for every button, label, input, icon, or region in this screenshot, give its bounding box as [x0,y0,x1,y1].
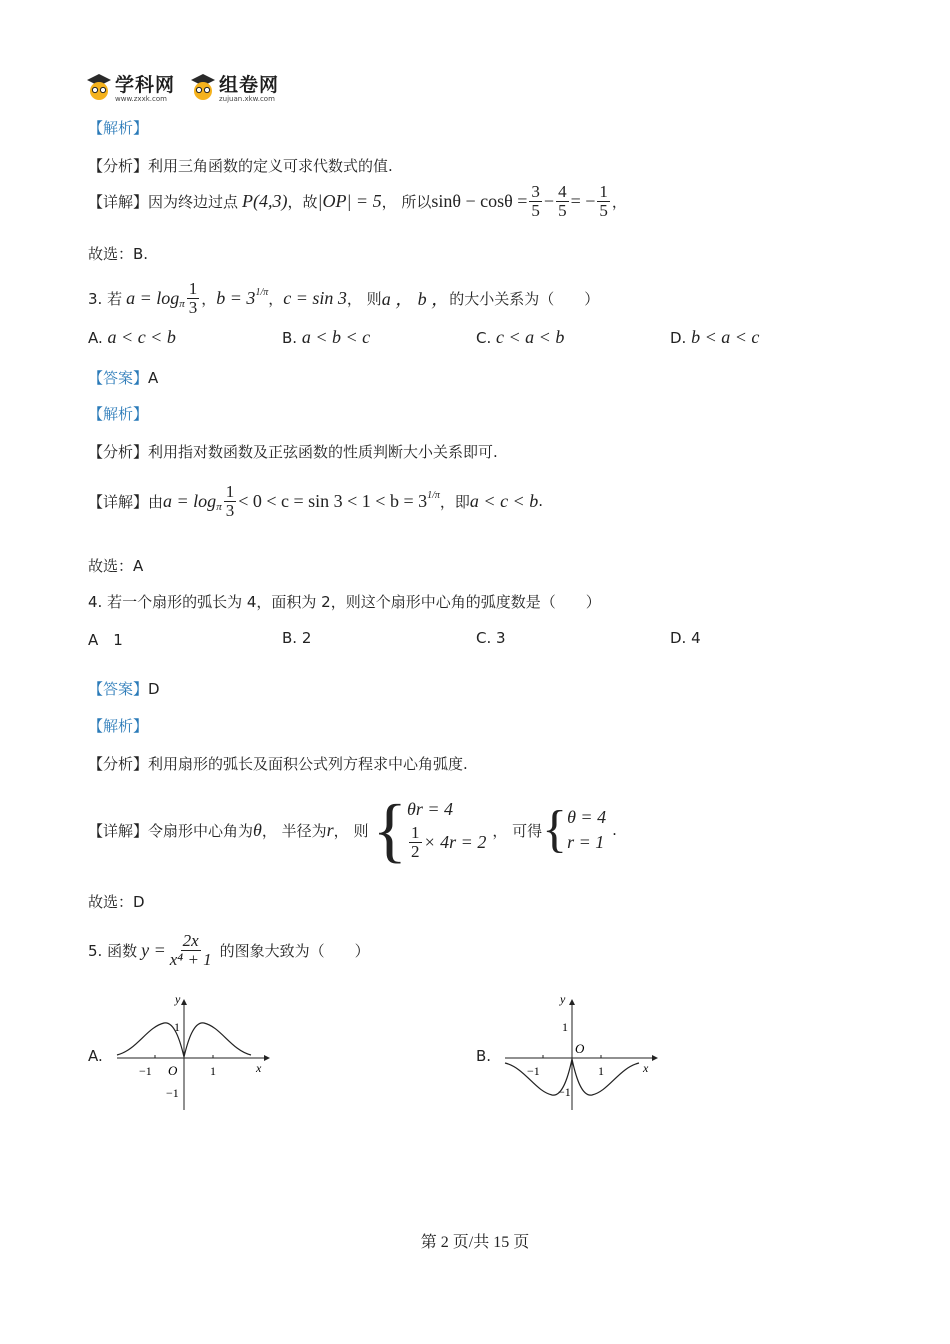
axis-y-label: y [560,995,566,1006]
a-def: a = log [163,490,217,511]
r-var: r [326,819,334,840]
xiangjie-text: 由 [148,492,164,511]
q4-option-c[interactable]: C. 3 [476,629,506,647]
fenxi-label: 【分析】 [88,157,149,175]
axis-x-label: x [256,1061,262,1075]
logo-title: 组卷网 [219,74,280,96]
xiangjie-label: 【详解】 [88,821,149,840]
q5-option-b-label[interactable]: B. [476,1047,492,1065]
jiexi-label: 【解析】 [88,405,149,423]
b-exponent: 1/π [255,286,269,298]
mascot-icon [86,72,112,102]
function-lhs: y = [141,939,166,960]
solution-system: { θ = 4 r = 1 [542,801,607,858]
fenxi-line: 【分析】利用扇形的弧长及面积公式列方程求中心角弧度. [88,755,468,773]
q5-num: 5. 函数 [88,941,138,960]
q3-option-b[interactable]: B. a < b < c [282,327,371,347]
mascot-icon [190,72,216,102]
x-axis-arrow [652,1055,658,1061]
fraction: $\frac{4}{5}$ [558,182,567,220]
xiangjie-line [88,483,543,520]
q3-option-a[interactable]: A. a < c < b [88,327,176,347]
punct: . [612,821,617,839]
q5-text: 的图象大致为（ ） [219,941,370,960]
q3-option-c[interactable]: C. c < a < b [476,327,565,347]
q3-text: ， 则 [346,289,382,308]
xiangjie-text: 令扇形中心角为 [148,821,254,840]
logo-url: zujuan.xkw.com [219,95,275,103]
q4-answer: 【答案】D [88,680,160,698]
point-p: P(4,3) [242,190,288,211]
choice-line: 故选：B. [88,245,149,263]
tick-label: −1 [558,1085,571,1099]
op-length: |OP| = 5 [317,190,382,211]
fenxi-text: 利用三角函数的定义可求代数式的值. [148,157,393,175]
theta-var: θ [253,819,262,840]
log-base: π [179,298,185,311]
tick-label: 1 [174,1020,180,1034]
result: a < c < b [469,490,539,511]
fraction: $\frac{1}{3}$ [188,279,198,317]
inequality-chain: < 0 < c = sin 3 < 1 < b = 3 [238,490,428,511]
xiangjie-line [88,790,617,870]
tick-label: −1 [527,1064,540,1078]
punct: ， [201,289,217,308]
xiangjie-text: ， 所以 [381,192,432,211]
tick-label: −1 [166,1086,179,1100]
q4-option-b[interactable]: B. 2 [282,629,312,647]
fraction: $\frac{1}{5}$ [599,182,608,220]
page-footer: 第 2 页/共 15 页 [420,1234,530,1251]
origin-label: O [168,1063,178,1078]
xiangjie-text: 因为终边过点 [148,192,239,211]
jiexi-label: 【解析】 [88,119,149,137]
log-base: π [216,501,222,514]
xiangjie-text: ， 半径为 [261,821,327,840]
y-axis-arrow [181,999,187,1005]
punct: ， [268,289,284,308]
xiangjie-label: 【详解】 [88,492,149,511]
q5-graph-b[interactable] [500,995,660,1115]
b-exponent: 1/π [427,489,440,501]
xiangjie-text: ， 则 [333,821,369,840]
q3-num: 3. 若 [88,289,123,308]
jiexi-label: 【解析】 [88,717,149,735]
q4-option-d[interactable]: D. 4 [670,629,701,647]
x-axis-arrow [264,1055,270,1061]
logo-xuekewang [86,70,175,103]
xiangjie-text: ， 可得 [492,821,543,840]
trig-expr: sinθ − cosθ = [431,190,528,211]
tick-label: −1 [139,1064,152,1078]
a-def: a = log [126,287,180,308]
xiangjie-label: 【详解】 [88,192,149,211]
tick-label: 1 [598,1064,604,1078]
q5-option-a-label[interactable]: A. [88,1047,103,1065]
logo-title: 学科网 [115,74,176,96]
q3-text: 的大小关系为（ ） [449,289,600,308]
equation: θr = 4 [407,799,454,820]
q3-answer: 【答案】A [88,369,159,387]
punct: . [538,492,543,511]
fraction: $\frac{1}{3}$ [225,482,235,520]
tick-label: 1 [562,1020,568,1034]
fenxi-line: 【分析】利用指对数函数及正弦函数的性质判断大小关系即可. [88,443,498,461]
xiangjie-text: ，即 [439,492,470,511]
q5-stem [88,932,370,969]
logo-zujuanwang [190,70,279,103]
origin-label: O [575,1041,585,1056]
minus-sign: − [543,190,555,211]
equation: θ = 4 [567,807,607,827]
q4-stem: 4. 若一个扇形的弧长为 4，面积为 2，则这个扇形中心角的弧度数是（ ） [88,593,601,611]
b-def: b = 3 [216,287,256,308]
c-def: c = sin 3 [283,287,347,308]
q3-stem [88,280,599,317]
xiangjie-line [88,183,627,220]
logo-url: www.zxxk.com [115,95,167,103]
fraction: $\frac{3}{5}$ [531,182,540,220]
xiangjie-text: ，故 [287,192,318,211]
choice-line: 故选：D [88,893,145,911]
equation-system: { θr = 4 $\frac{1}{2}$ × 4r = 2 [372,790,487,870]
equation: r = 1 [567,832,605,852]
tick-label: 1 [210,1064,216,1078]
fraction: $\frac{2x}{\text{x⁴ + 1}}$ [169,931,212,969]
axis-x-label: x [643,1061,649,1075]
q4-option-a[interactable]: A 1 [88,631,123,649]
q3-option-d[interactable]: D. b < a < c [670,327,760,347]
axis-y-label: y [175,995,181,1006]
choice-line: 故选：A [88,557,144,575]
var-list: a ， b ， [381,289,450,310]
equation: × 4r = 2 [423,832,487,852]
punct: ， [611,192,627,211]
q5-graph-a[interactable] [112,995,272,1115]
fenxi-line [88,155,393,176]
equals-sign: = − [570,190,596,211]
y-axis-arrow [569,999,575,1005]
fraction: $\frac{1}{2}$ [411,823,420,861]
